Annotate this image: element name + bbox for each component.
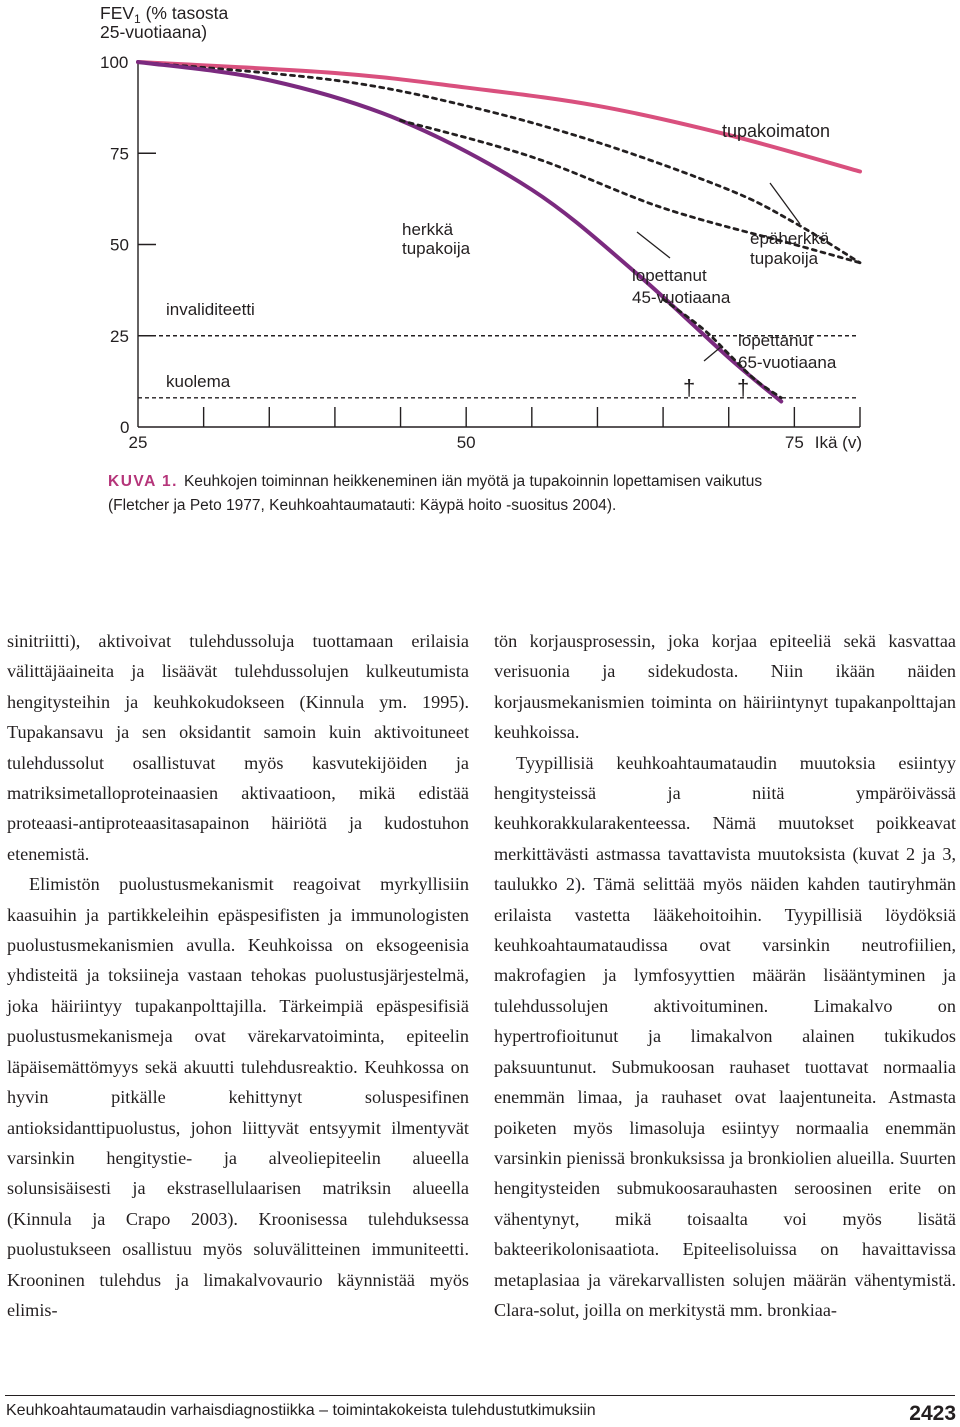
caption-line2: (Fletcher ja Peto 1977, Keuhkoahtaumatauti: Käypä hoito -suositus 2004).	[108, 497, 617, 514]
annotation-label: lopettanut	[738, 331, 813, 350]
annotation-label: tupakoija	[750, 249, 819, 268]
y-tick-label: 100	[100, 53, 129, 72]
y-tick-label: 75	[110, 144, 129, 164]
chart-title-line1: $FEV_1$ (% tasosta	[100, 3, 229, 26]
annotation-label: tupakoimaton	[722, 121, 831, 141]
label-pointer	[704, 346, 722, 361]
caption-text-1: Keuhkojen toiminnan heikkeneminen iän myötä ja tupakoinnin lopettamisen vaikutus	[183, 473, 763, 490]
annotation-label: epäherkkä	[750, 229, 830, 248]
footer-divider	[5, 1395, 955, 1396]
annotation-label: 65-vuotiaana	[738, 353, 837, 372]
figure-caption	[108, 470, 888, 518]
chart-title-line2: 25-vuotiaana)	[100, 22, 208, 42]
y-tick-label: 25	[110, 326, 129, 346]
annotation-label: †	[737, 375, 750, 400]
x-tick-label: 25	[128, 433, 148, 452]
series-line-2	[138, 62, 781, 401]
paragraph: Tyypillisiä keuhkoahtaumataudin muutoksia esiintyy hengitysteissä ja niitä ympäröivässä keuhkorakkularakenteessa. Nämä muutokset poikkeavat merkittävästi astmassa tavattavista muutoksista (kuvat 2 ja 3, taulukko 2). Tämä selittää myös näiden kahden tautiryhmän erilaista vastetta lääkehoitoihin. Tyypillisiä löydöksiä keuhkoahtaumataudissa ovat varsinkin neutrofiilien, makrofagien ja lymfosyyttien määrän lisääntyminen ja tulehdussolujen aktivoituminen. Limakalvo on hypertrofioitunut ja limakalvon alainen tukikudos paksuuntunut. Submukoosan rauhaset tuottavat normaalia enemmän limaa, ja rauhaset ovat laajentuneita. Astmasta poiketen myös limasoluja esiintyy normaalia enemmän varsinkin pienissä bronkuksissa ja bronkiolien alueilla. Suurten hengitysteiden submukoosarauhasten seroosinen erite on vähentynyt, mikä toisaalta voi myös lisätä bakteerikolonisaatiota. Epiteelisoluissa on havaittavissa metaplasiaa ja värekarvallisten solujen määrän vähentymistä. Clara-solut, joilla on merkitystä mm. bronkiaa-	[494, 752, 956, 1320]
caption-label: KUVA 1.	[108, 473, 178, 490]
x-tick-label: 75	[784, 433, 804, 452]
annotation-label: kuolema	[166, 372, 231, 391]
x-axis-label: Ikä (v)	[814, 433, 862, 452]
paragraph: Elimistön puolustusmekanismit reagoivat myrkyllisiin kaasuihin ja partikkeleihin epäspesifisten ja immunologisten puolustusmekanismien avulla. Keuhkoissa on eksogeenisia yhdisteitä ja toksiineja vastaan tehokas puolustusjärjestelmä, joka häiriintyy tupakanpolttajilla. Tärkeimpiä epäspesifisiä puolustusmekanismeja ovat värekarvatoiminta, epiteelin läpäisemättömyys sekä akuutti tulehdusreaktio. Keuhkossa on hyvin pitkälle kehittynyt soluspesifinen antioksidanttipuolustus, johon liittyvät entsyymit ilmentyvät varsinkin hengitystie- ja alveoliepiteelin alueella solunsisäisesti ja ekstrasellulaarisen matriksin alueella (Kinnula ja Crapo 2003). Kroonisessa tulehduksessa puolustukseen osallistuu myös soluvälitteinen immuniteetti. Krooninen tulehdus ja limakalvovaurio käynnistää myös elimis-	[7, 874, 469, 1320]
paragraph: tön korjausprosessin, joka korjaa epiteeliä sekä kasvattaa verisuonia ja sidekudosta. Niin ikään näiden korjausmekanismien toiminta on häiriintynyt tupakanpolttajan keuhkoissa.	[494, 631, 956, 743]
y-tick-label: 0	[120, 418, 130, 437]
page-number: 2423	[909, 1402, 956, 1425]
annotation-label: 45-vuotiaana	[632, 288, 731, 307]
annotation-label: invaliditeetti	[166, 300, 255, 319]
label-pointer	[637, 232, 670, 258]
y-tick-label: 50	[110, 235, 129, 255]
body-column-left	[7, 626, 469, 1325]
footer-title: Keuhkoahtaumataudin varhaisdiagnostiikka – toimintakokeista tulehdustutkimuksiin	[6, 1402, 596, 1419]
caption-line1	[108, 470, 888, 494]
fev1-chart	[0, 0, 960, 460]
body-column-right	[494, 626, 956, 1325]
series-line-0	[138, 62, 860, 172]
annotation-label: †	[683, 375, 696, 400]
annotation-label: lopettanut	[632, 266, 707, 285]
annotation-label: tupakoija	[402, 239, 471, 258]
annotation-label: herkkä	[402, 220, 454, 239]
paragraph: sinitriitti), aktivoivat tulehdussoluja tuottamaan erilaisia välittäjäaineita ja lisäävät tulehdussolujen kulkeutumista hengitysteihin ja keuhkokudokseen (Kinnula ym. 1995). Tupakansavu ja sen oksidantit samoin kuin aktivoituneet tulehdussolut osallistuvat myös kasvutekijöiden ja matriksimetalloproteinaasien aktivaatioon, mikä edistää proteaasi-antiproteaasitasapainon häiriötä ja kudostuhon etenemistä.	[7, 631, 469, 864]
x-tick-label: 50	[456, 433, 476, 452]
